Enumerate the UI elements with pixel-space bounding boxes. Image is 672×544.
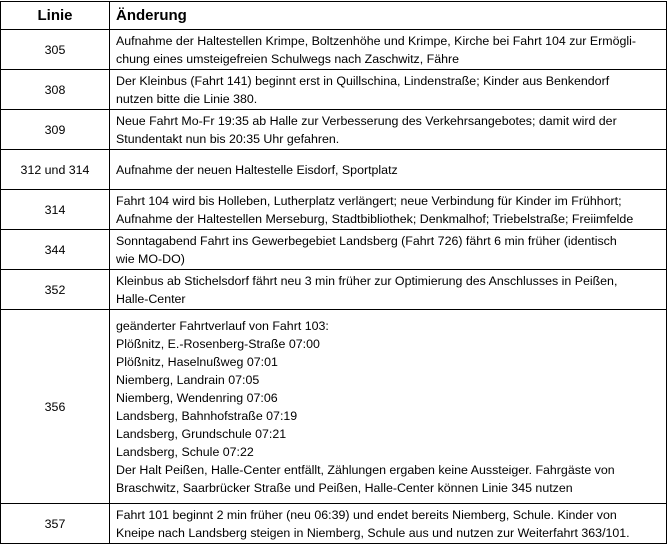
change-line: nutzen bitte die Linie 380. [116,91,258,106]
change-line: Kleinbus ab Stichelsdorf fährt neu 3 min früher zur Optimierung des Anschlusses in Peißen, [116,273,618,288]
change-text [110,270,667,310]
change-line: Aufnahme der neuen Haltestelle Eisdorf, Sportplatz [116,162,398,177]
change-text [110,150,667,190]
change-text [110,230,667,270]
table-row [1,270,667,310]
changes-table [0,1,667,544]
line-number: 344 [1,230,110,270]
change-line: Plößnitz, E.-Rosenberg-Straße 07:00 [116,336,320,351]
line-number: 356 [1,310,110,504]
change-line: Landsberg, Bahnhofstraße 07:19 [116,408,298,423]
change-line: Landsberg, Grundschule 07:21 [116,426,287,441]
line-number: 357 [1,504,110,544]
change-line: Aufnahme der Haltestellen Merseburg, Stadtbibliothek; Denkmalhof; Triebelstraße; Freiimfelde [116,211,634,226]
change-text [110,190,667,230]
header-line: Linie [1,2,110,30]
change-line: Neue Fahrt Mo-Fr 19:35 ab Halle zur Verbesserung des Verkehrsangebotes; damit wird der [116,113,617,128]
change-line: geänderter Fahrtverlauf von Fahrt 103: [116,318,329,333]
change-line: Niemberg, Landrain 07:05 [116,372,260,387]
change-line: Der Halt Peißen, Halle-Center entfällt, Zählungen ergaben keine Aussteiger. Fahrgäste von [116,462,615,477]
change-line: chung eines umsteigefreien Schulwegs nach Zaschwitz, Fähre [116,51,459,66]
change-text [110,70,667,110]
line-number: 305 [1,30,110,70]
change-line: Der Kleinbus (Fahrt 141) beginnt erst in Quillschina, Lindenstraße; Kinder aus Benkendorf [116,73,610,88]
line-number: 312 und 314 [1,150,110,190]
change-line: wie MO-DO) [116,251,185,266]
change-text [110,504,667,544]
change-line: Fahrt 104 wird bis Holleben, Lutherplatz verlängert; neue Verbindung für Kinder im Frühhort; [116,193,622,208]
line-number: 308 [1,70,110,110]
change-line: Stundentakt nun bis 20:35 Uhr gefahren. [116,131,340,146]
change-line: Niemberg, Wendenring 07:06 [116,390,278,405]
header-row [1,2,667,30]
header-change: Änderung [110,2,667,30]
line-number: 352 [1,270,110,310]
table-row [1,110,667,150]
change-line: Fahrt 101 beginnt 2 min früher (neu 06:39) und endet bereits Niemberg, Schule. Kinder von [116,507,617,522]
change-line: Halle-Center [116,291,186,306]
change-line: Braschwitz, Saarbrücker Straße und Peißen, Halle-Center können Linie 345 nutzen [116,480,573,495]
table-row [1,230,667,270]
table-row [1,150,667,190]
change-line: Aufnahme der Haltestellen Krimpe, Boltzenhöhe und Krimpe, Kirche bei Fahrt 104 zur Ermögli- [116,33,636,48]
line-number: 309 [1,110,110,150]
line-number: 314 [1,190,110,230]
change-line: Sonntagabend Fahrt ins Gewerbegebiet Landsberg (Fahrt 726) fährt 6 min früher (identisch [116,233,617,248]
change-text [110,110,667,150]
table-row [1,190,667,230]
change-line: Plößnitz, Haselnußweg 07:01 [116,354,278,369]
table-row [1,504,667,544]
change-line: Kneipe nach Landsberg steigen in Niemberg, Schule aus und nutzen zur Weiterfahrt 363/101. [116,525,630,540]
change-text [110,30,667,70]
table-row [1,30,667,70]
change-line: Landsberg, Schule 07:22 [116,444,254,459]
change-text [110,310,667,504]
table-row [1,70,667,110]
table-row [1,310,667,504]
